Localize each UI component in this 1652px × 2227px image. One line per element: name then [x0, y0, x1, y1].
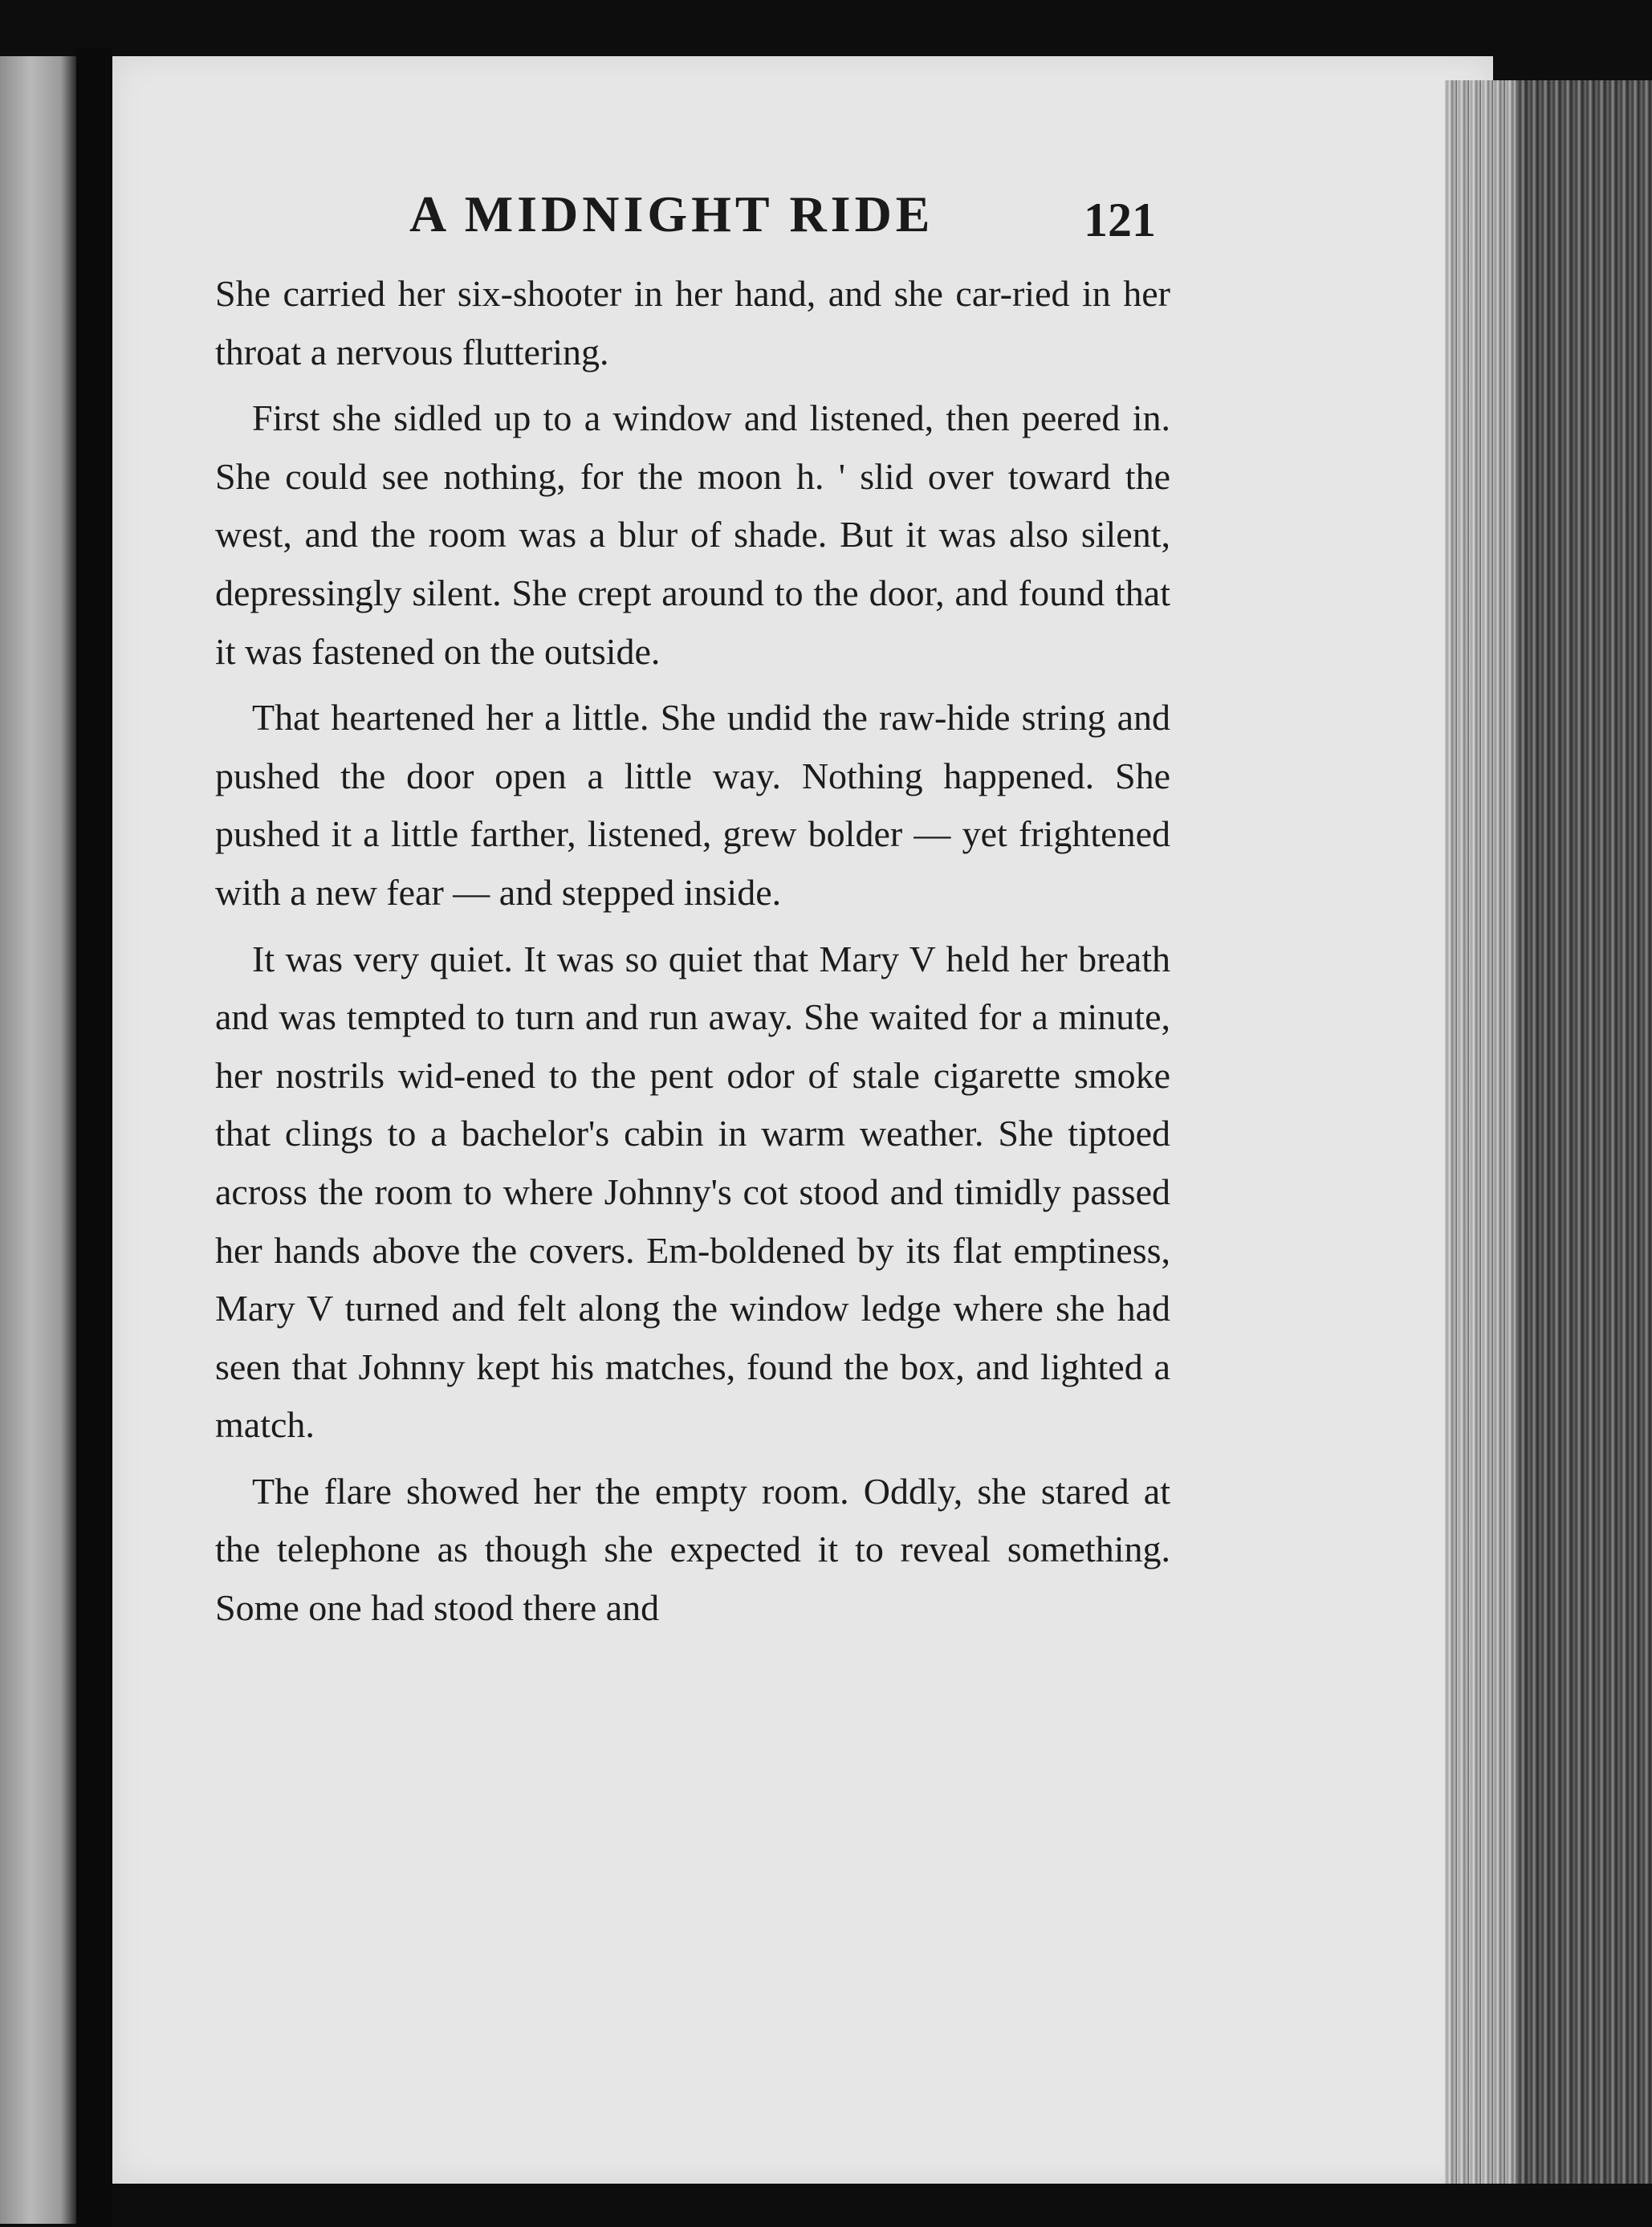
page-header	[209, 161, 1172, 265]
paragraph: First she sidled up to a window and listened, then peered in. She could see nothing, for the moon h. ' slid over toward the west, and the room was a blur of shade. But it was also silent, depressingly silent. She crept around to the door, and found that it was fastened on the outside.	[215, 397, 1170, 672]
paragraph: That heartened her a little. She undid the raw-hide string and pushed the door open a little way. Nothing happened. She pushed it a little farther, listened, grew bolder — yet frightened with a new fear — and stepped inside.	[215, 697, 1170, 913]
paragraph: The flare showed her the empty room. Oddly, she stared at the telephone as though she expected it to reveal something. Some one had stood there and	[215, 1470, 1170, 1629]
running-head: A MIDNIGHT RIDE	[409, 185, 934, 242]
paragraph: It was very quiet. It was so quiet that Mary V held her breath and was tempted to turn and run away. She waited for a minute, her nostrils wid-ened to the pent odor of stale cigarette smoke that clings to a bachelor's cabin in warm weather. She tiptoed across the room to where Johnny's cot stood and timidly passed her hands above the covers. Em-boldened by its flat emptiness, Mary V turned and felt along the window ledge where she had seen that Johnny kept his matches, found the box, and lighted a match.	[215, 938, 1170, 1446]
page-number: 121	[1084, 193, 1156, 246]
page-block-shadow	[1517, 80, 1652, 2184]
book-gutter	[76, 48, 112, 2227]
previous-page-edge	[0, 56, 76, 2224]
body-text	[215, 265, 1170, 1646]
paragraph: She carried her six-shooter in her hand, and she car-ried in her throat a nervous fluttering.	[215, 273, 1170, 373]
